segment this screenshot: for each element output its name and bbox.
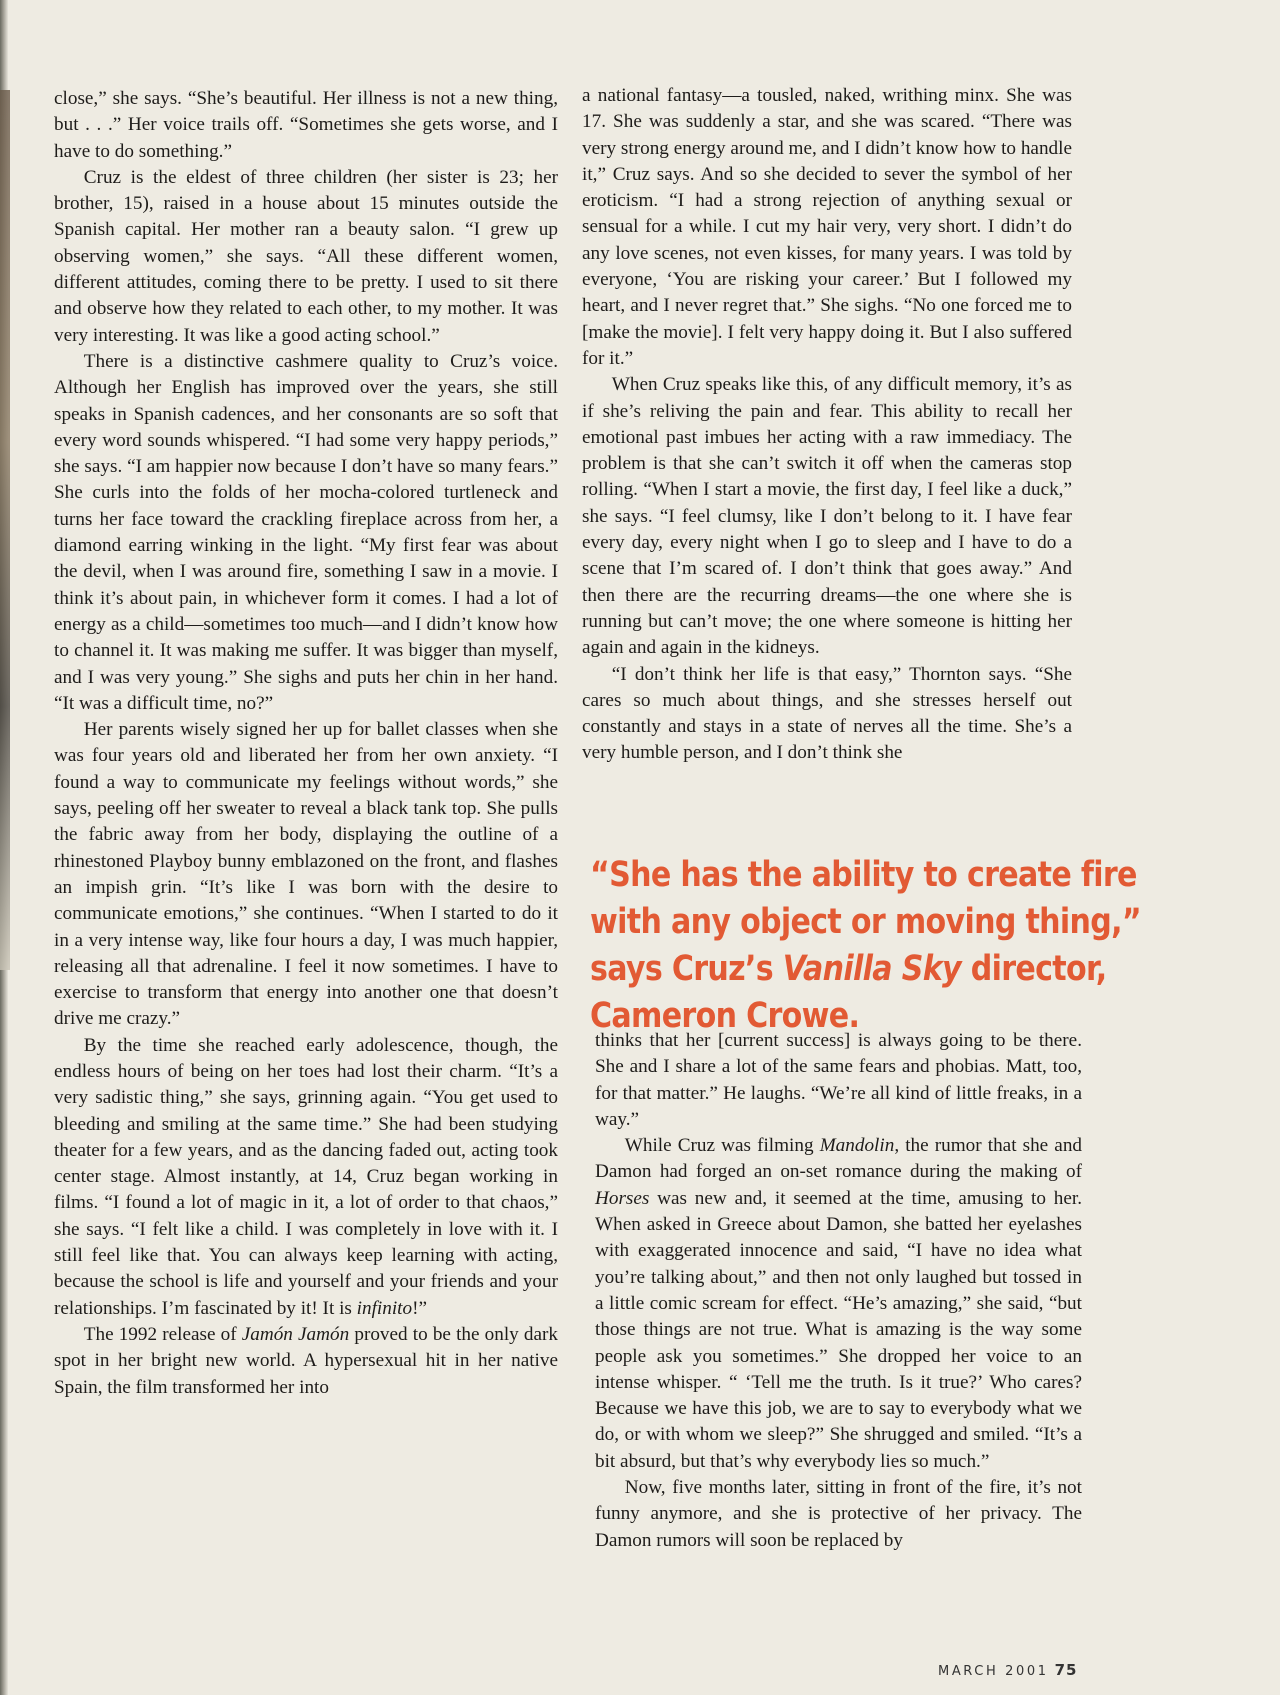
film-title: Jamón Jamón bbox=[241, 1323, 350, 1345]
right-column-bottom bbox=[595, 1028, 1082, 1554]
facing-page-edge bbox=[0, 90, 10, 970]
paragraph: The 1992 release of Jamón Jamón proved to be the only dark spot in her bright new world. A hypersexual hit in her native Spain, the film transformed her into bbox=[54, 1323, 558, 1398]
issue-date: MARCH 2001 bbox=[938, 1664, 1049, 1679]
pull-quote: “She has the ability to create fire with any object or moving thing,” says Cruz’s Vanilla Sky director, Cameron Crowe. bbox=[590, 855, 1141, 1036]
italic-title: infinito bbox=[356, 1297, 413, 1319]
paragraph: While Cruz was filming Mandolin, the rumor that she and Damon had forged an on-set romance during the making of Horses was new and, it seemed at the time, amusing to her. When asked in Greece about Damon, she batted her eyelashes with exaggerated innocence and said, “I have no idea what you’re talking about,” and then not only laughed but tossed in a little comic scream for effect. “He’s amazing,” she said, “but those things are not true. What is amazing is the way some people ask you sometimes.” She dropped her voice to an intense whisper. “ ‘Tell me the truth. Is it true?’ Who cares? Because we have this job, we are to say to everybody what we do, or with whom we sleep?” She shrugged and smiled. “It’s a bit absurd, but that’s why everybody lies so much.” bbox=[595, 1135, 1083, 1472]
paragraph: When Cruz speaks like this, of any difficult memory, it’s as if she’s reliving the pain and fear. This ability to recall her emotional past imbues her acting with a raw immediacy. The problem is that she can’t switch it off when the cameras stop rolling. “When I start a movie, the first day, I feel like a duck,” she says. “I feel clumsy, like I don’t belong to it. I have fear every day, every night when I go to sleep and I have to do a scene that I’m scared of. I don’t think that goes away.” And then there are the recurring dreams—the one where she is running but can’t move; the one where someone is hitting her again and again in the kidneys. bbox=[582, 374, 1072, 659]
paragraph: close,” she says. “She’s beautiful. Her illness is not a new thing, but . . .” Her voice trails off. “Sometimes she gets worse, and I have to do something.” bbox=[54, 88, 558, 162]
paragraph: a national fantasy—a tousled, naked, writhing minx. She was 17. She was suddenly a star, and she was scared. “There was very strong energy around me, and I didn’t know how to handle it,” Cruz says. And so she decided to sever the symbol of her eroticism. “I had a strong rejection of anything sexual or sensual for a while. I cut my hair very, very short. I didn’t do any love scenes, not even kisses, for many years. I was told by everyone, ‘You are risking your career.’ But I followed my heart, and I never regret that.” She sighs. “No one forced me to [make the movie]. I felt very happy doing it. But I also suffered for it.” bbox=[582, 85, 1072, 369]
left-column bbox=[54, 86, 558, 1401]
right-column-top bbox=[582, 83, 1072, 767]
paragraph: Her parents wisely signed her up for ballet classes when she was four years old and liberated her from her own anxiety. “I found a way to communicate my feelings without words,” she says, peeling off her sweater to reveal a black tank top. She pulls the fabric away from her body, displaying the outline of a rhinestoned Playboy bunny emblazoned on the front, and flashes an impish grin. “It’s like I was born with the desire to communicate emotions,” she continues. “When I started to do it in a very intense way, like four hours a day, I was much happier, releasing all that adrenaline. I feel it now sometimes. I have to exercise to transform that energy into another one that doesn’t drive me crazy.” bbox=[54, 719, 558, 1030]
film-title: Mandolin bbox=[819, 1135, 895, 1157]
paragraph: Now, five months later, sitting in front of the fire, it’s not funny anymore, and she is protective of her privacy. The Damon rumors will soon be replaced by bbox=[595, 1477, 1082, 1551]
paragraph: “I don’t think her life is that easy,” Thornton says. “She cares so much about things, and she stresses herself out constantly and stays in a state of nerves all the time. She’s a very humble person, and I don’t think she bbox=[582, 663, 1072, 764]
page-footer bbox=[938, 1661, 1077, 1679]
paragraph: thinks that her [current success] is always going to be there. She and I share a lot of the same fears and phobias. Matt, too, for that matter.” He laughs. “We’re all kind of little freaks, in a way.” bbox=[595, 1030, 1082, 1130]
film-title: Horses bbox=[595, 1187, 650, 1209]
paragraph: There is a distinctive cashmere quality to Cruz’s voice. Although her English has improved over the years, she still speaks in Spanish cadences, and her consonants are so soft that every word sounds whispered. “I had some very happy periods,” she says. “I am happier now because I don’t have so many fears.” She curls into the folds of her mocha-colored turtleneck and turns her face toward the crackling fireplace across from her, a diamond earring winking in the light. “My first fear was about the devil, when I was around fire, something I saw in a movie. I think it’s about pain, in whichever form it comes. I had a lot of energy as a child—sometimes too much—and I didn’t know how to channel it. It was making me suffer. It was bigger than myself, and I was very young.” She sighs and puts her chin in her hand. “It was a difficult time, no?” bbox=[54, 350, 558, 714]
film-title: Vanilla Sky bbox=[782, 949, 961, 989]
paragraph: Cruz is the eldest of three children (her sister is 23; her brother, 15), raised in a house about 15 minutes outside the Spanish capital. Her mother ran a beauty salon. “I grew up observing women,” she says. “All these different women, different attitudes, coming there to be pretty. I used to sit there and observe how they related to each other, to my mother. It was very interesting. It was like a good acting school.” bbox=[54, 166, 558, 346]
page-number: 75 bbox=[1054, 1661, 1078, 1679]
paragraph: By the time she reached early adolescence, though, the endless hours of being on her toes had lost their charm. “It’s a very sadistic thing,” she says, grinning again. “You get used to bleeding and smiling at the same time.” She had been studying theater for a few years, and as the dancing faded out, acting took center stage. Almost instantly, at 14, Cruz began working in films. “I found a lot of magic in it, a lot of order to that chaos,” she says. “I felt like a child. I was completely in love with it. I still feel like that. You can always keep learning with acting, because the school is life and yourself and your friends and your relationships. I’m fascinated by it! It is infinito!” bbox=[54, 1034, 558, 1319]
